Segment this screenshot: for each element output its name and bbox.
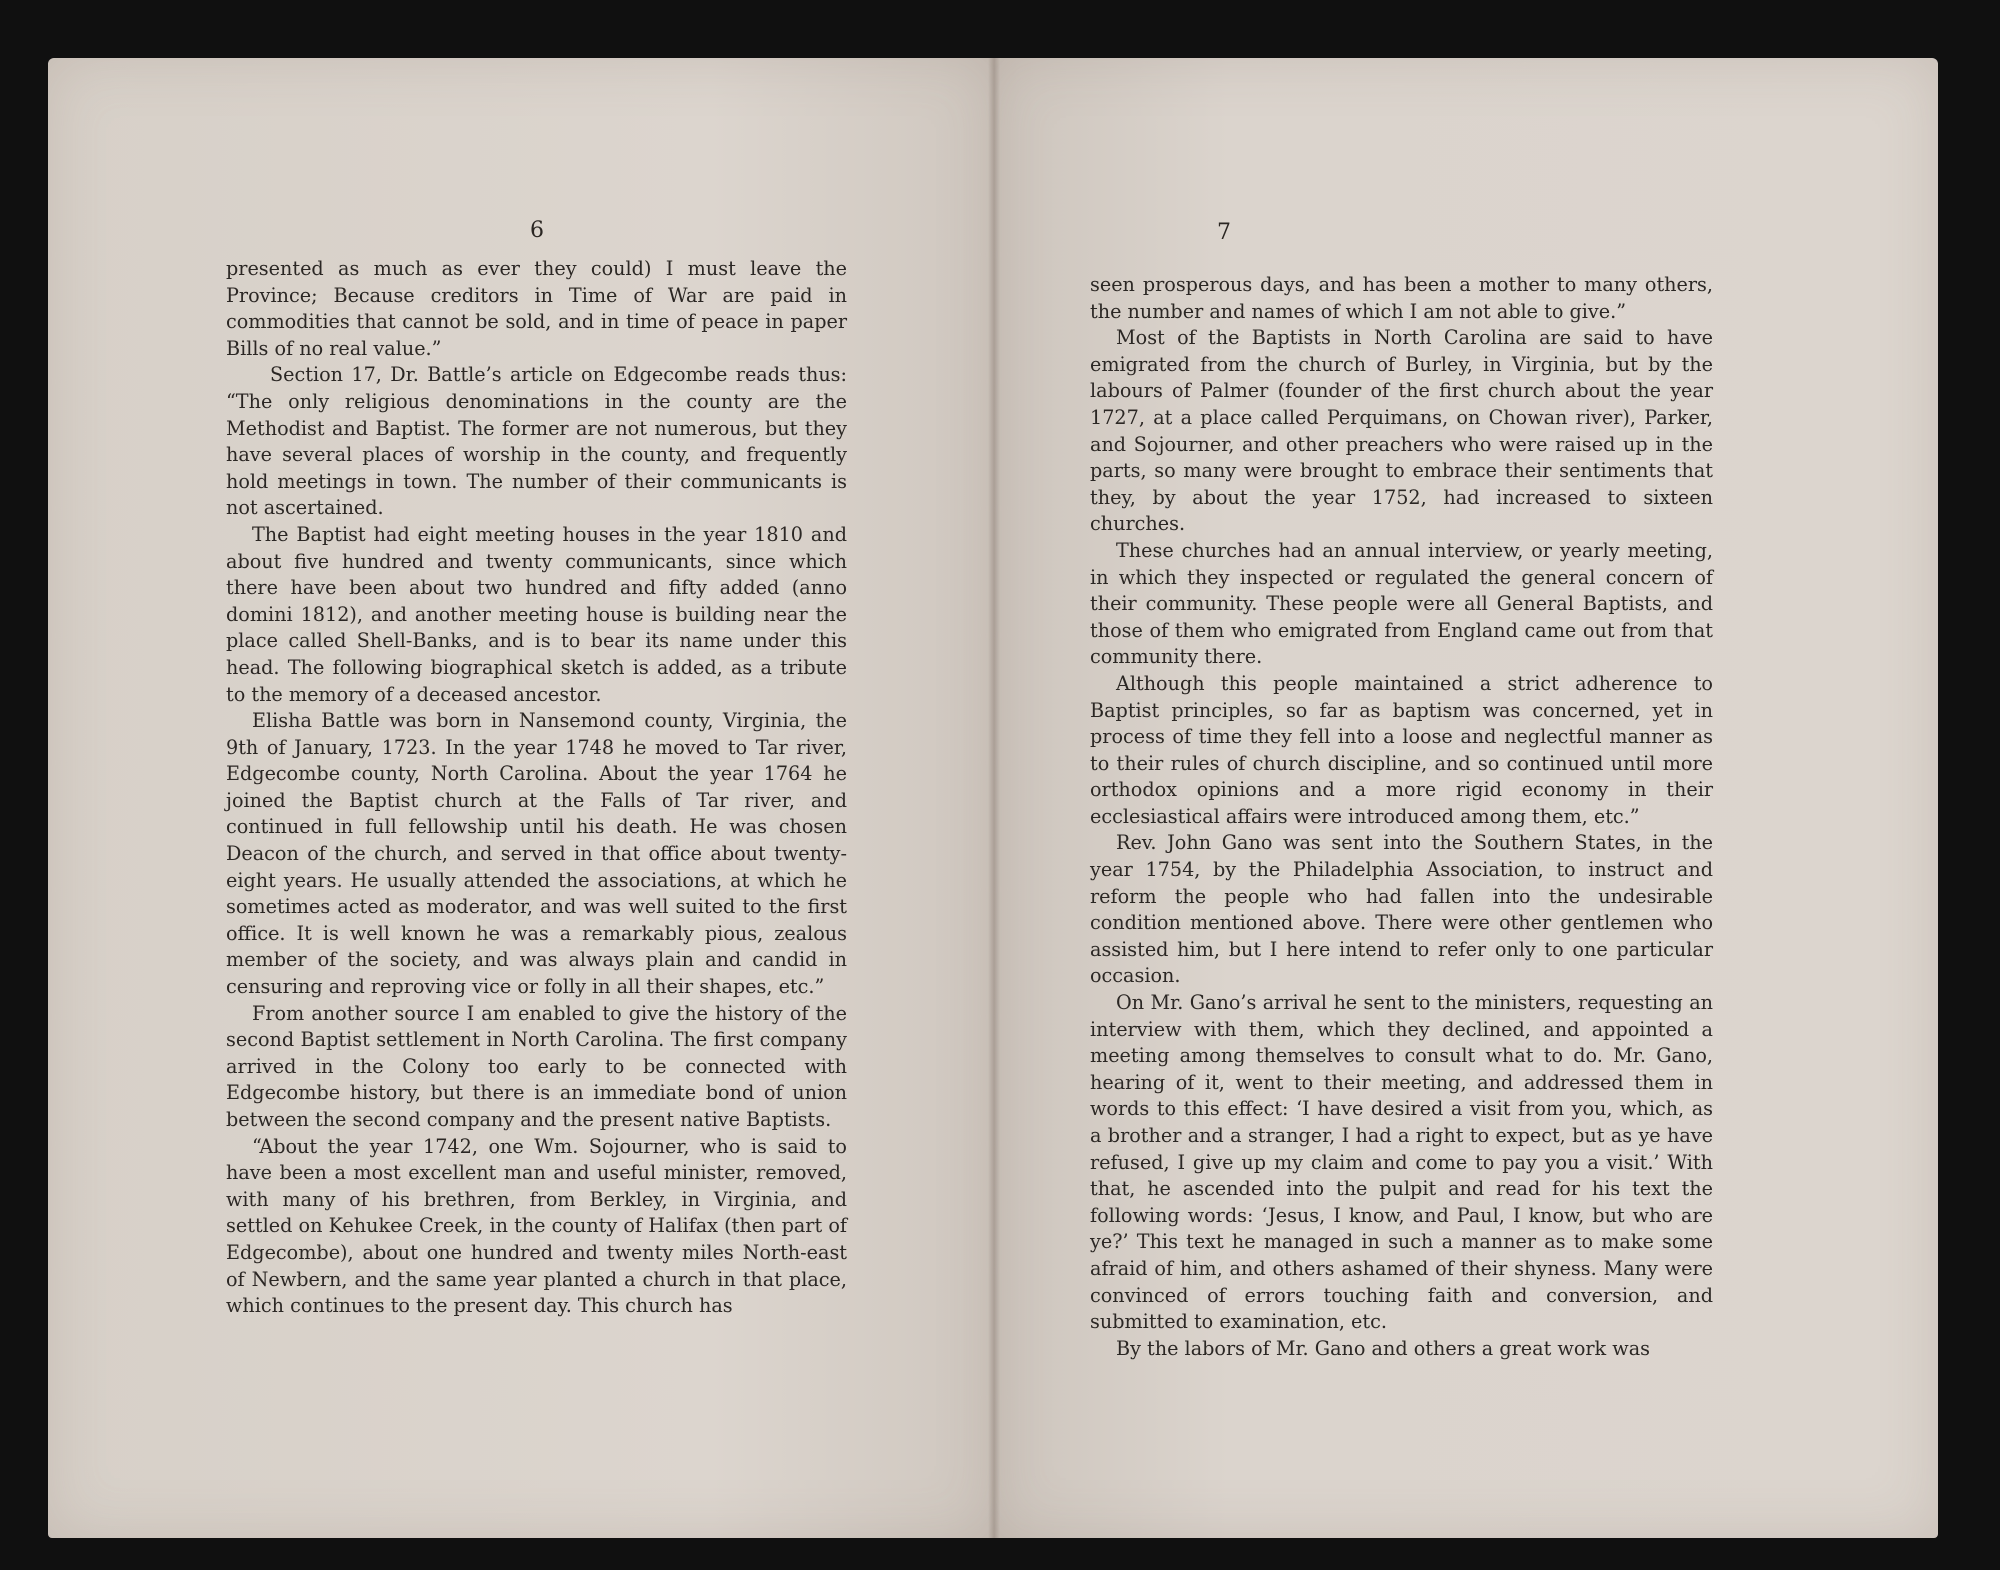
paragraph: The Baptist had eight meeting houses in the year 1810 and about five hundred and twenty communicants, since which there have been about two hundred and fifty added (anno domini 1812), and another meeting house is building near the place called Shell-Banks, and is to bear its name under this head. The following biographical sketch is added, as a tribute to the memory of a deceased ancestor. — [226, 522, 847, 706]
paragraph: Section 17, Dr. Battle’s article on Edgecombe reads thus: “The only religious denominations in the county are the Methodist and Baptist. The former are not numerous, but they have several places of worship in the county, and frequently hold meetings in town. The number of their communicants is not ascertained. — [226, 363, 847, 520]
paragraph: Most of the Baptists in North Carolina are said to have emigrated from the church of Burley, in Virginia, but by the labours of Palmer (founder of the first church about the year 1727, at a place called Perquimans, on Chowan river), Parker, and Sojourner, and other preachers who were raised up in the parts, so many were brought to embrace their sentiments that they, by about the year 1752, had increased to sixteen churches. — [1090, 326, 1713, 536]
page-number: 7 — [1217, 220, 1231, 245]
right-page-text — [1090, 272, 1713, 1362]
left-page-text — [226, 256, 847, 1320]
paragraph: These churches had an annual interview, or yearly meeting, in which they inspected or regulated the general concern of their community. These people were all General Baptists, and those of them who emigrated from England came out from that community there. — [1090, 538, 1713, 669]
paragraph: “About the year 1742, one Wm. Sojourner, who is said to have been a most excellent man and useful minister, removed, with many of his brethren, from Berkley, in Virginia, and settled on Kehukee Creek, in the county of Halifax (then part of Edgecombe), about one hundred and twenty miles North-east of Newbern, and the same year planted a church in that place, which continues to the present day. This church has — [226, 1134, 847, 1318]
paragraph: Although this people maintained a strict adherence to Baptist principles, so far as baptism was concerned, yet in process of time they fell into a loose and neglectful manner as to their rules of church discipline, and so continued until more orthodox opinions and a more rigid economy in their ecclesiastical affairs were introduced among them, etc.” — [1090, 671, 1713, 828]
book-spread — [48, 58, 1938, 1538]
paragraph: seen prosperous days, and has been a mother to many others, the number and names of which I am not able to give.” — [1090, 273, 1713, 323]
paragraph: From another source I am enabled to give the history of the second Baptist settlement in North Carolina. The first company arrived in the Colony too early to be connected with Edgecombe history, but there is an immediate bond of union between the second company and the present native Baptists. — [226, 1001, 847, 1131]
paragraph: Rev. John Gano was sent into the Southern States, in the year 1754, by the Philadelphia Association, to instruct and reform the people who had fallen into the undesirable condition mentioned above. There were other gentlemen who assisted him, but I here intend to refer only to one particular occasion. — [1090, 831, 1713, 988]
left-page — [48, 58, 994, 1538]
paragraph: By the labors of Mr. Gano and others a great work was — [1116, 1336, 1650, 1360]
spine-gutter — [988, 58, 1000, 1538]
right-page — [994, 58, 1938, 1538]
paragraph: On Mr. Gano’s arrival he sent to the ministers, requesting an interview with them, which they declined, and appointed a meeting among themselves to consult what to do. Mr. Gano, hearing of it, went to their meeting, and addressed them in words to this effect: ‘I have desired a visit from you, which, as a brother and a stranger, I had a right to expect, but as ye have refused, I give up my claim and come to pay you a visit.’ With that, he ascended into the pulpit and read for his text the following words: ‘Jesus, I know, and Paul, I know, but who are ye?’ This text he managed in such a manner as to make some afraid of him, and others ashamed of their shyness. Many were convinced of errors touching faith and conversion, and submitted to examination, etc. — [1090, 991, 1713, 1334]
paragraph: Elisha Battle was born in Nansemond county, Virginia, the 9th of January, 1723. In the year 1748 he moved to Tar river, Edgecombe county, North Carolina. About the year 1764 he joined the Baptist church at the Falls of Tar river, and continued in full fellowship until his death. He was chosen Deacon of the church, and served in that office about twenty-eight years. He usually attended the associations, at which he sometimes acted as moderator, and was well suited to the first office. It is well known he was a remarkably pious, zealous member of the society, and was always plain and candid in censuring and reproving vice or folly in all their shapes, etc.” — [226, 709, 847, 999]
page-number: 6 — [530, 218, 544, 243]
paragraph: presented as much as ever they could) I must leave the Province; Because creditors in Time of War are paid in commodities that cannot be sold, and in time of peace in paper Bills of no real value.” — [226, 257, 847, 360]
